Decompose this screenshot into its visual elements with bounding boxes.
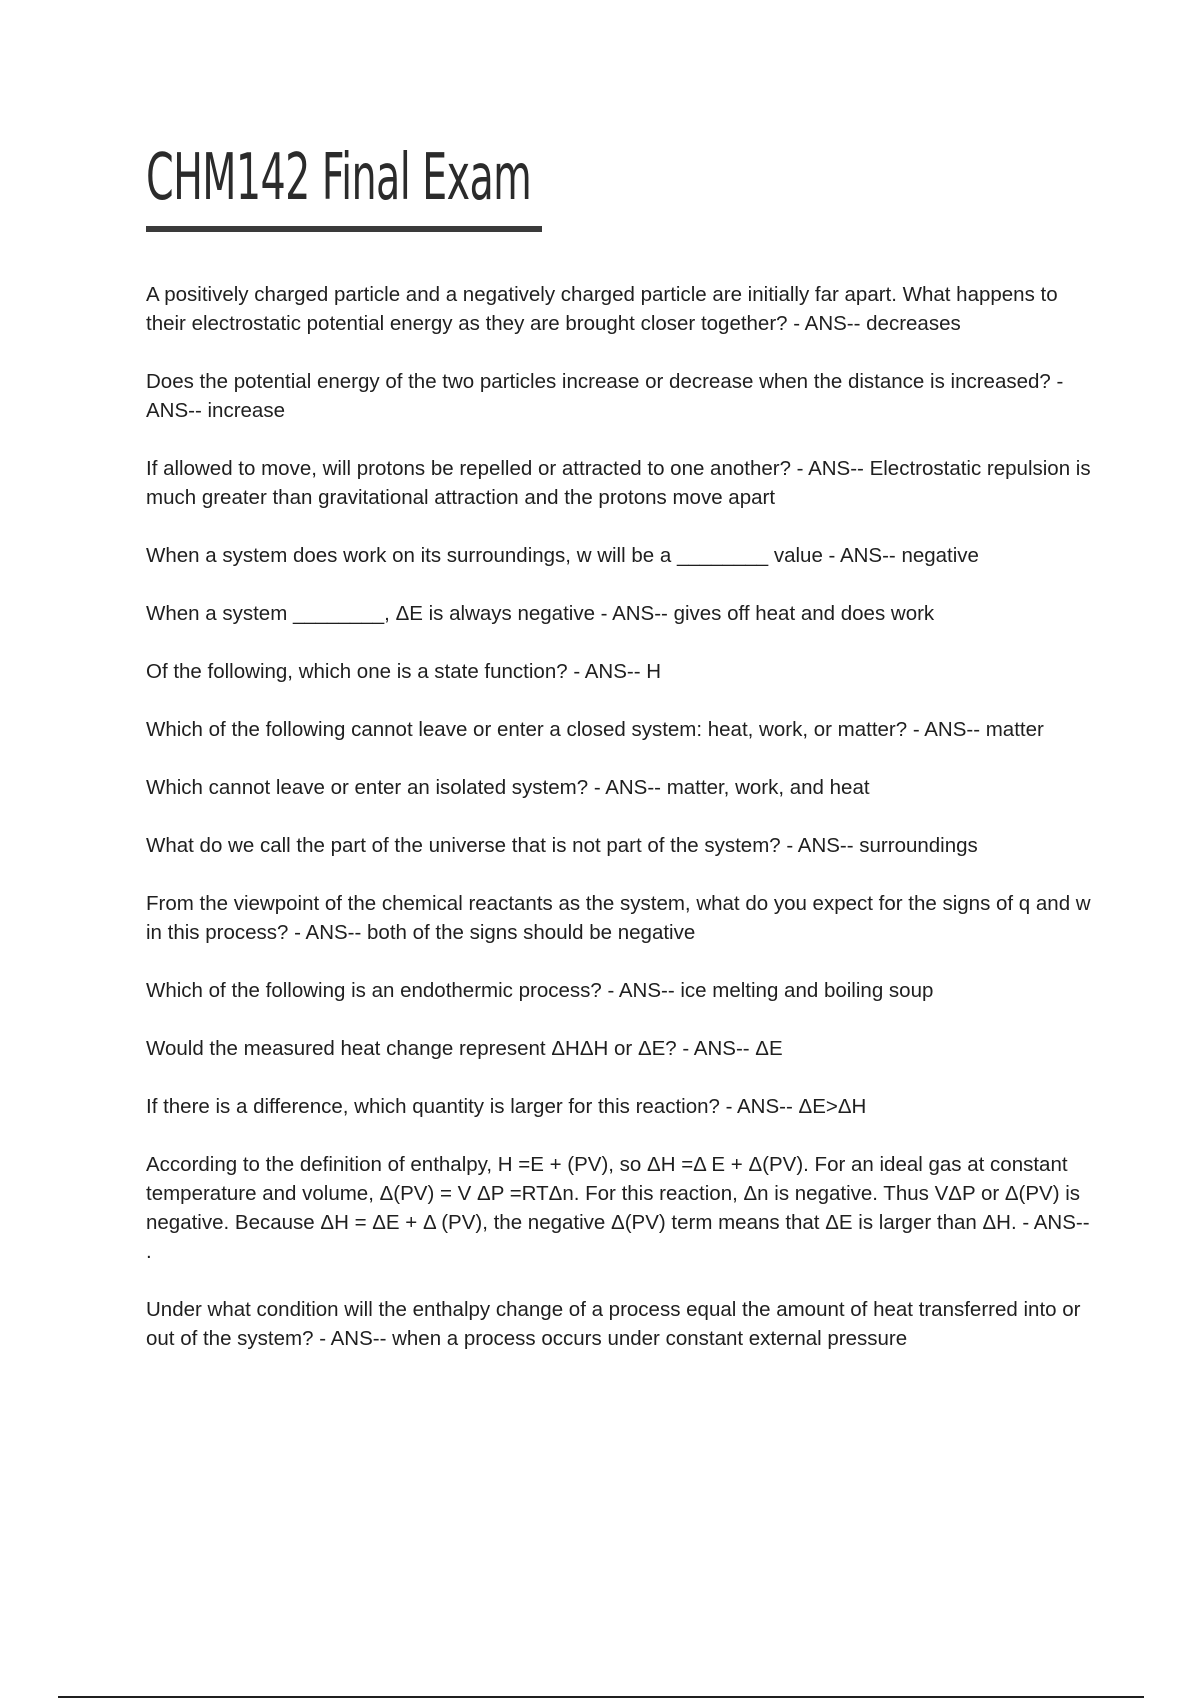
- qa-item: When a system does work on its surroundings, w will be a ________ value - ANS-- negative: [146, 544, 979, 567]
- qa-list: [146, 280, 1096, 1382]
- qa-item: What do we call the part of the universe that is not part of the system? - ANS-- surroundings: [146, 834, 978, 857]
- qa-item: Which cannot leave or enter an isolated system? - ANS-- matter, work, and heat: [146, 776, 870, 799]
- qa-item: If allowed to move, will protons be repelled or attracted to one another? - ANS-- Electrostatic repulsion is much greater than gravitational attraction and the protons move apart: [146, 457, 1091, 509]
- qa-item: When a system ________, ΔE is always negative - ANS-- gives off heat and does work: [146, 602, 935, 625]
- qa-item: Of the following, which one is a state function? - ANS-- H: [146, 660, 662, 683]
- qa-item: Would the measured heat change represent ΔHΔH or ΔE? - ANS-- ΔE: [146, 1037, 783, 1060]
- title-block: [146, 141, 767, 215]
- qa-item: If there is a difference, which quantity is larger for this reaction? - ANS-- ΔE>ΔH: [146, 1095, 867, 1118]
- qa-item: A positively charged particle and a negatively charged particle are initially far apart. What happens to their electrostatic potential energy as they are brought closer together? - ANS-- decreases: [146, 283, 1058, 335]
- document-title: CHM142 Final Exam: [146, 141, 532, 215]
- qa-item: Which of the following is an endothermic process? - ANS-- ice melting and boiling soup: [146, 979, 934, 1002]
- page-bottom-rule: [58, 1696, 1144, 1698]
- title-underline: [146, 226, 542, 232]
- qa-item: According to the definition of enthalpy, H =E + (PV), so ΔH =Δ E + Δ(PV). For an ideal gas at constant temperature and volume, Δ(PV) = V ΔP =RTΔn. For this reaction, Δn is negative. Thus VΔP or Δ(PV) is negative. Because ΔH = ΔE + Δ (PV), the negative Δ(PV) term means that ΔE is larger than ΔH. - ANS-- .: [146, 1153, 1090, 1263]
- qa-item: Under what condition will the enthalpy change of a process equal the amount of heat transferred into or out of the system? - ANS-- when a process occurs under constant external pressure: [146, 1298, 1081, 1350]
- qa-item: Does the potential energy of the two particles increase or decrease when the distance is increased? - ANS-- increase: [146, 370, 1064, 422]
- qa-item: From the viewpoint of the chemical reactants as the system, what do you expect for the signs of q and w in this process? - ANS-- both of the signs should be negative: [146, 892, 1091, 944]
- qa-item: Which of the following cannot leave or enter a closed system: heat, work, or matter? - ANS-- matter: [146, 718, 1044, 741]
